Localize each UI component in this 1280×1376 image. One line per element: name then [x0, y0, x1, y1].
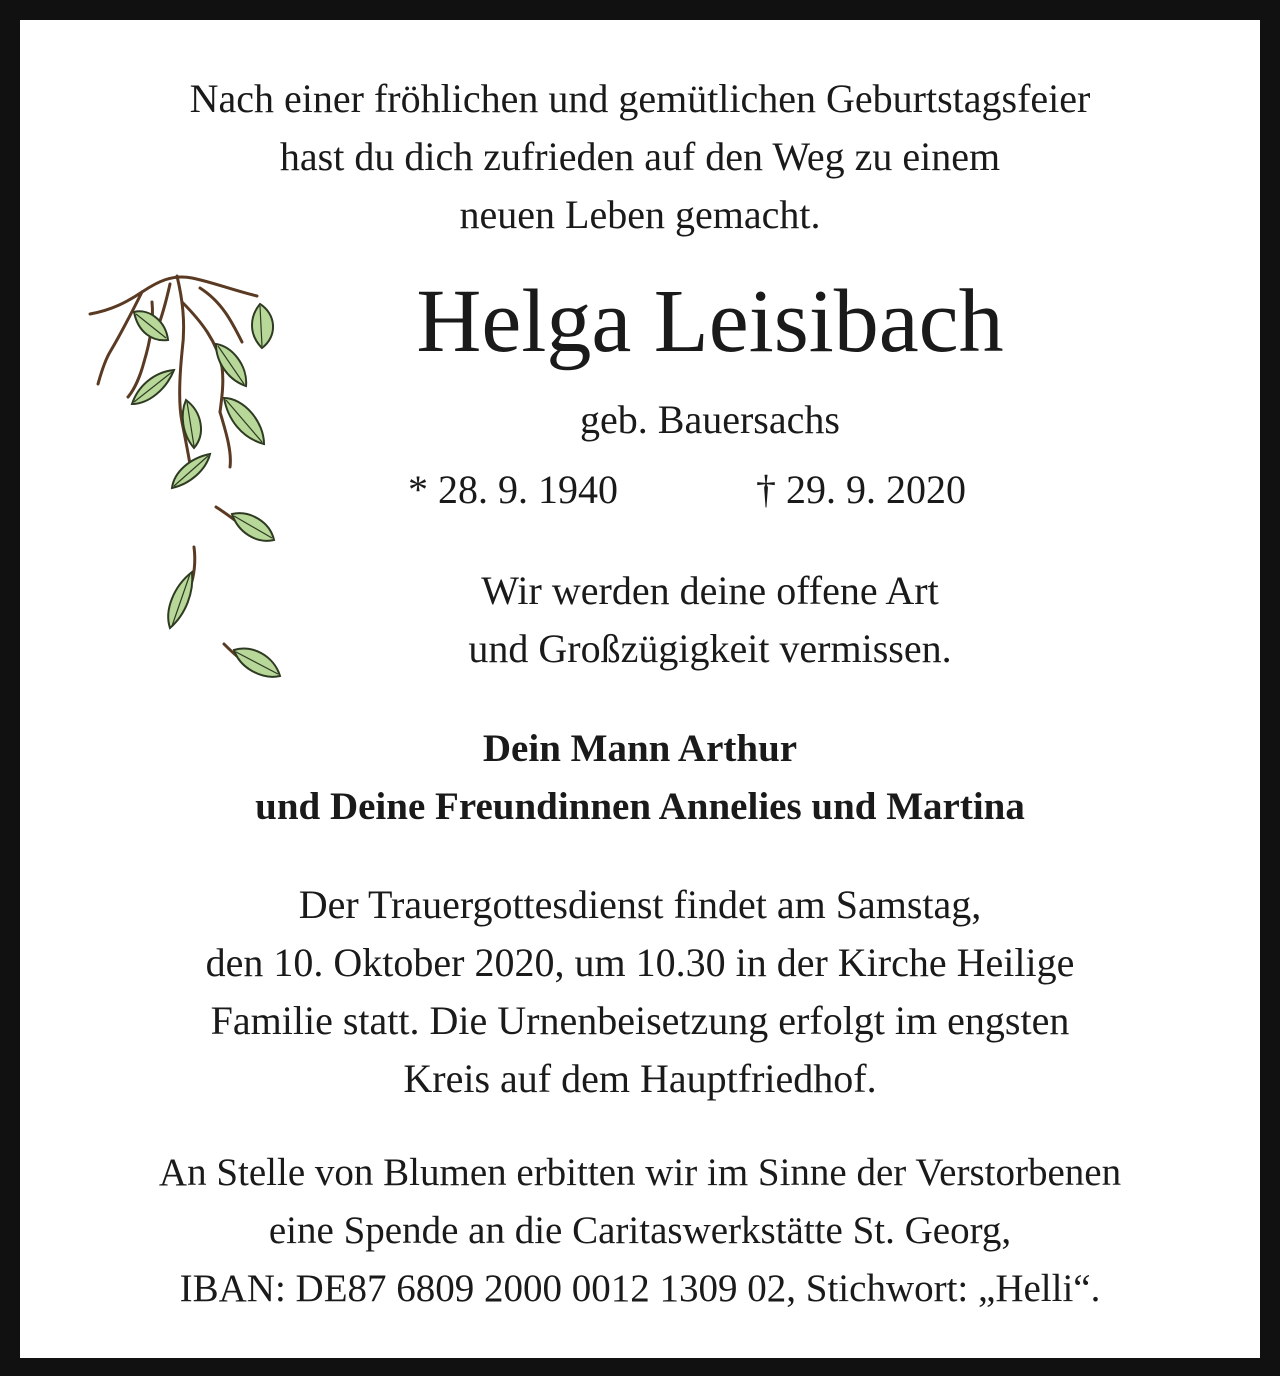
mourners [0, 720, 1280, 836]
death-date: † 29. 9. 2020 [756, 467, 966, 512]
mourner-line: Dein Mann Arthur [482, 727, 798, 770]
service-info [0, 876, 1280, 1108]
service-line: Der Trauergottesdienst findet am Samstag, [298, 882, 982, 927]
birch-branch-icon [82, 262, 292, 692]
maiden-name: geb. Bauersachs [580, 397, 840, 442]
mourner-line: und Deine Freundinnen Annelies und Martina [255, 785, 1025, 828]
donation-line: An Stelle von Blumen erbitten wir im Sinne der Verstorbenen [158, 1151, 1122, 1194]
donation-info [0, 1144, 1280, 1318]
donation-line: eine Spende an die Caritaswerkstätte St. Georg, [268, 1209, 1012, 1252]
service-line: Kreis auf dem Hauptfriedhof. [403, 1056, 877, 1101]
remembrance-line: Wir werden deine offene Art [481, 568, 939, 613]
remembrance-line: und Großzügigkeit vermissen. [468, 626, 952, 671]
remembrance-text [340, 562, 1080, 678]
service-line: Familie statt. Die Urnenbeisetzung erfolgt im engsten [210, 998, 1070, 1043]
deceased-name: Helga Leisibach [416, 272, 1004, 371]
intro-text [0, 70, 1280, 244]
birth-date: * 28. 9. 1940 [408, 467, 618, 512]
donation-line: IBAN: DE87 6809 2000 0012 1309 02, Stichwort: „Helli“. [179, 1267, 1101, 1310]
intro-line: hast du dich zufrieden auf den Weg zu einem [279, 134, 1001, 179]
intro-line: Nach einer fröhlichen und gemütlichen Geburtstagsfeier [189, 76, 1091, 121]
service-line: den 10. Oktober 2020, um 10.30 in der Kirche Heilige [205, 940, 1075, 985]
intro-line: neuen Leben gemacht. [459, 192, 821, 237]
